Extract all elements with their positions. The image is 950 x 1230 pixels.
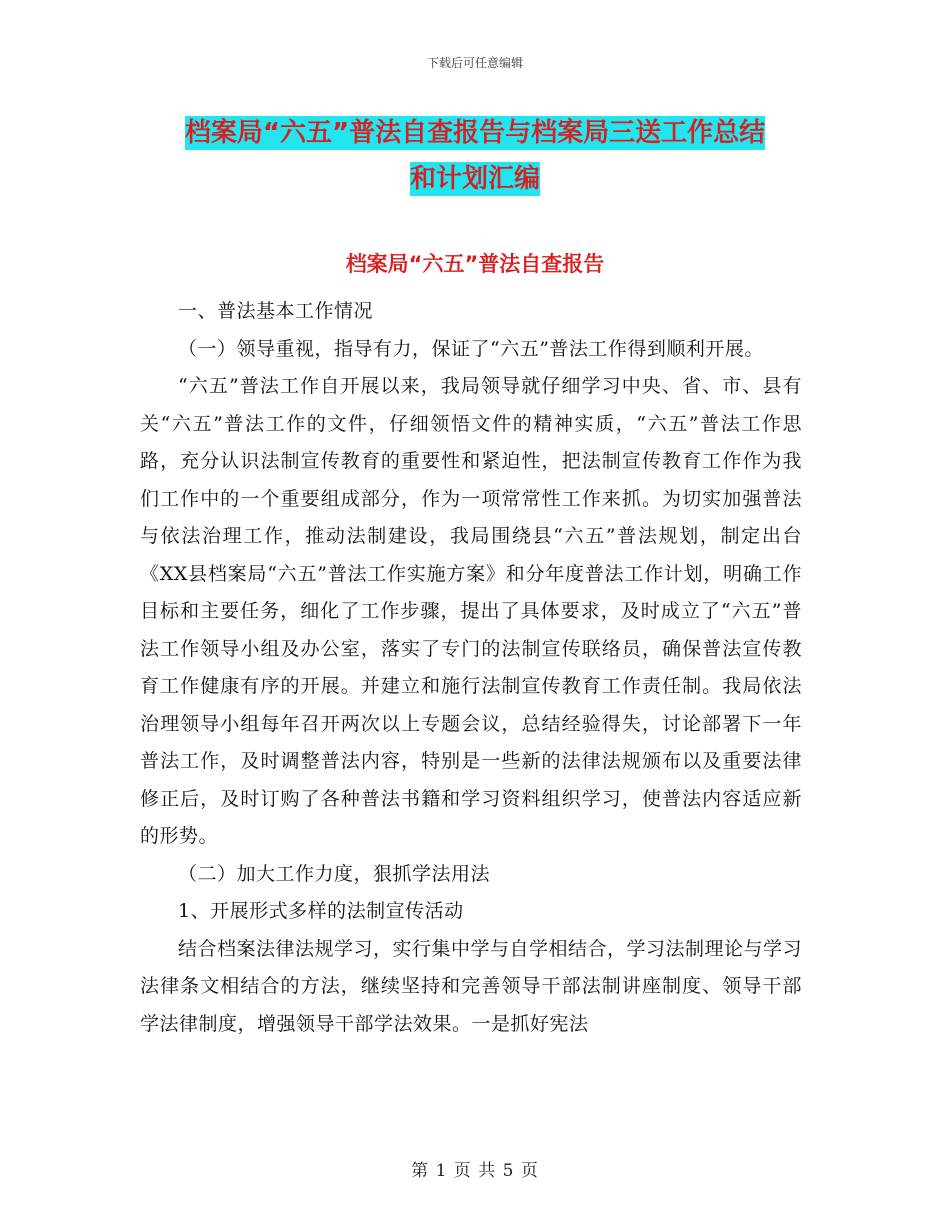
header-note: 下载后可任意编辑: [426, 56, 523, 70]
document-title-line-1: [0, 112, 950, 149]
paragraph-heading-1: 一、普法基本工作情况: [178, 300, 374, 322]
document-body: [140, 293, 802, 1043]
page-number-footer: 第 1 页 共 5 页: [411, 1161, 539, 1181]
paragraph-subheading-3: 1、开展形式多样的法制宣传活动: [178, 900, 464, 922]
section-title: 档案局“六五”普法自查报告: [345, 252, 605, 276]
document-title-line-2: [0, 158, 950, 195]
paragraph-subheading-1: （一）领导重视，指导有力，保证了“六五”普法工作得到顺利开展。: [178, 337, 764, 360]
paragraph-body-2: 结合档案法律法规学习，实行集中学与自学相结合，学习法制理论与学习法律条文相结合的方法，继续坚持和完善领导干部法制讲座制度、领导干部学法律制度，增强领导干部学法效果。一是抓好宪法: [140, 937, 803, 1035]
paragraph-subheading-2: （二）加大工作力度，狠抓学法用法: [178, 862, 491, 885]
document-title-line-1-text: 档案局“六五”普法自查报告与档案局三送工作总结: [184, 118, 766, 148]
paragraph-body-1: “六五”普法工作自开展以来，我局领导就仔细学习中央、省、市、县有关“六五”普法工作的文件，仔细领悟文件的精神实质，“六五”普法工作思路，充分认识法制宣传教育的重要性和紧迫性，把法制宣传教育工作作为我们工作中的一个重要组成部分，作为一项常常性工作来抓。为切实加强普法与依法治理工作，推动法制建设，我局围绕县“六五”普法规划，制定出台《XX县档案局“六五”普法工作实施方案》和分年度普法工作计划，明确工作目标和主要任务，细化了工作步骤，提出了具体要求，及时成立了“六五”普法工作领导小组及办公室，落实了专门的法制宣传联络员，确保普法宣传教育工作健康有序的开展。并建立和施行法制宣传教育工作责任制。我局依法治理领导小组每年召开两次以上专题会议，总结经验得失，讨论部署下一年普法工作，及时调整普法内容，特别是一些新的法律法规颁布以及重要法律修正后，及时订购了各种普法书籍和学习资料组织学习，使普法内容适应新的形势。: [140, 375, 802, 847]
document-title-line-2-text: 和计划汇编: [409, 164, 540, 194]
